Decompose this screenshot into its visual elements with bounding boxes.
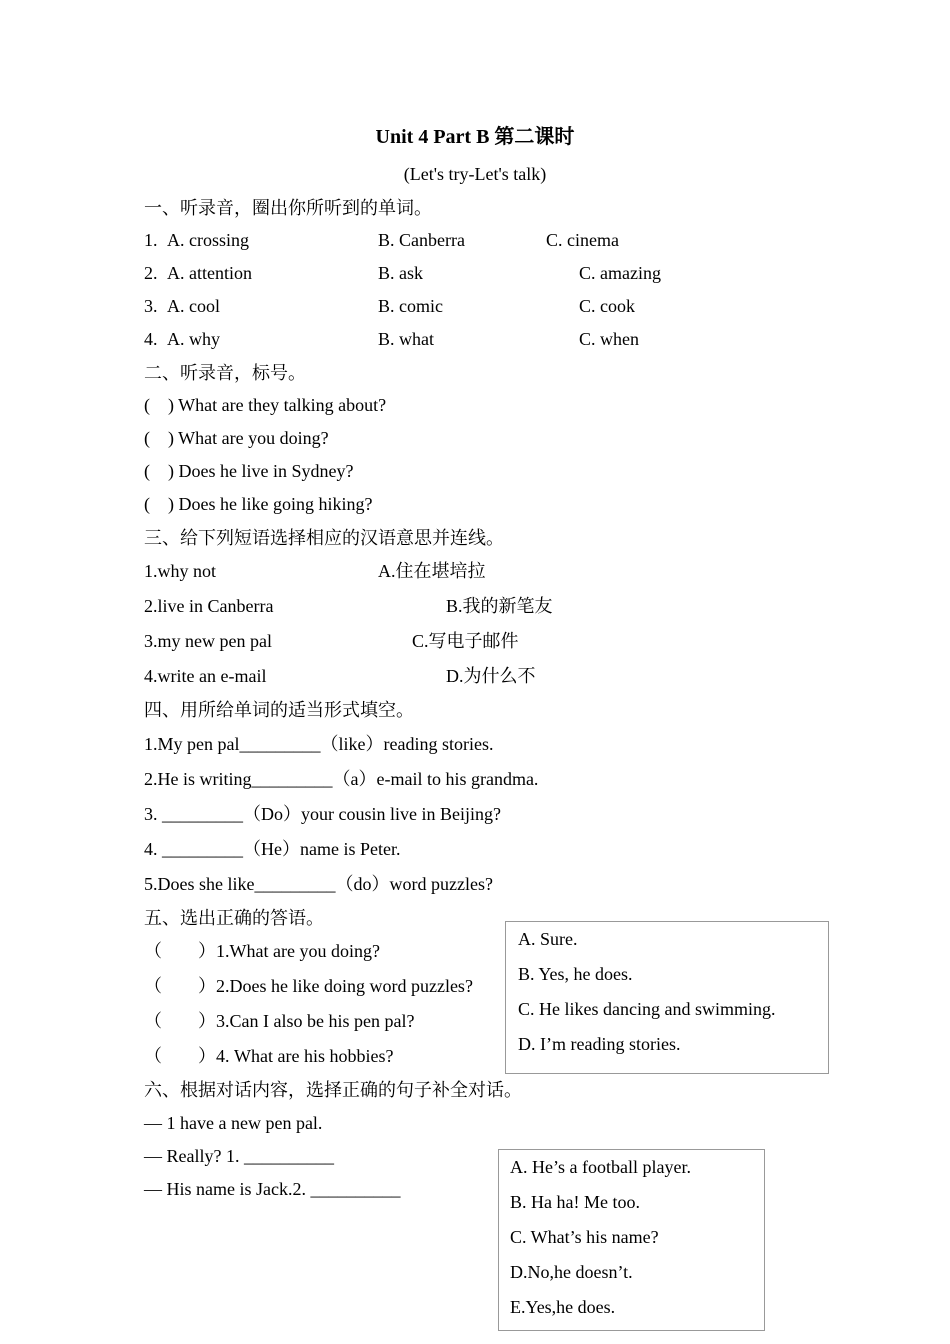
page-subtitle: (Let's try-Let's talk) [403,164,547,184]
s1-row-4-option-a: A. why [167,329,220,349]
s3-phrase-1: 1.why not [144,561,216,581]
s1-row-1-option-b: B. Canberra [378,230,465,250]
s5-question-3: （ ）3.Can I also be his pen pal? [144,1011,415,1031]
s3-meaning-c: C.写电子邮件 [412,631,519,651]
s5-question-1: （ ）1.What are you doing? [144,941,380,961]
s6-option-a: A. He’s a football player. [510,1157,691,1177]
s4-item-2: 2.He is writing_________（a）e-mail to his grandma. [144,769,539,789]
s1-row-1-option-a: A. crossing [167,230,249,250]
s1-row-4-option-c: C. when [579,329,639,349]
s4-item-1: 1.My pen pal_________（like）reading stories. [144,734,494,754]
s6-dialogue-2: — Really? 1. __________ [144,1146,334,1166]
section-1-heading: 一、听录音，圈出你所听到的单词。 [144,198,432,218]
s2-item-4: ( ) Does he like going hiking? [144,494,373,514]
s1-row-3-option-a: A. cool [167,296,220,316]
s4-item-5: 5.Does she like_________（do）word puzzles? [144,874,493,894]
s5-option-d: D. I’m reading stories. [518,1034,681,1054]
section-4-heading: 四、用所给单词的适当形式填空。 [144,700,414,720]
s1-row-2-option-a: A. attention [167,263,252,283]
section-2-heading: 二、听录音，标号。 [144,363,306,383]
page-title: Unit 4 Part B 第二课时 [375,126,575,148]
section-6-heading: 六、根据对话内容，选择正确的句子补全对话。 [144,1080,522,1100]
s3-meaning-d: D.为什么不 [446,666,536,686]
s3-meaning-a: A.住在堪培拉 [378,561,486,581]
s2-item-3: ( ) Does he live in Sydney? [144,461,354,481]
s1-row-4-option-b: B. what [378,329,434,349]
s1-row-2-option-c: C. amazing [579,263,661,283]
s2-item-1: ( ) What are they talking about? [144,395,387,415]
s1-row-4-num: 4. [144,329,158,349]
s3-phrase-2: 2.live in Canberra [144,596,274,616]
s1-row-3-option-b: B. comic [378,296,443,316]
s1-row-2-num: 2. [144,263,158,283]
s5-option-b: B. Yes, he does. [518,964,633,984]
s5-question-2: （ ）2.Does he like doing word puzzles? [144,976,473,996]
s6-option-e: E.Yes,he does. [510,1297,616,1317]
s1-row-1-option-c: C. cinema [546,230,619,250]
section-5-heading: 五、选出正确的答语。 [144,908,324,928]
s1-row-3-option-c: C. cook [579,296,635,316]
s5-option-c: C. He likes dancing and swimming. [518,999,776,1019]
s1-row-1-num: 1. [144,230,158,250]
s6-option-c: C. What’s his name? [510,1227,659,1247]
s4-item-4: 4. _________（He）name is Peter. [144,839,401,859]
s6-option-d: D.No,he doesn’t. [510,1262,633,1282]
section-3-heading: 三、给下列短语选择相应的汉语意思并连线。 [144,528,504,548]
s6-dialogue-3: — His name is Jack.2. __________ [144,1179,401,1199]
s5-question-4: （ ）4. What are his hobbies? [144,1046,394,1066]
s1-row-3-num: 3. [144,296,158,316]
s6-dialogue-1: — 1 have a new pen pal. [144,1113,323,1133]
s4-item-3: 3. _________（Do）your cousin live in Beijing? [144,804,501,824]
s1-row-2-option-b: B. ask [378,263,423,283]
s5-option-a: A. Sure. [518,929,578,949]
s3-phrase-4: 4.write an e-mail [144,666,267,686]
s2-item-2: ( ) What are you doing? [144,428,329,448]
s3-phrase-3: 3.my new pen pal [144,631,272,651]
s3-meaning-b: B.我的新笔友 [446,596,553,616]
s6-option-b: B. Ha ha! Me too. [510,1192,640,1212]
